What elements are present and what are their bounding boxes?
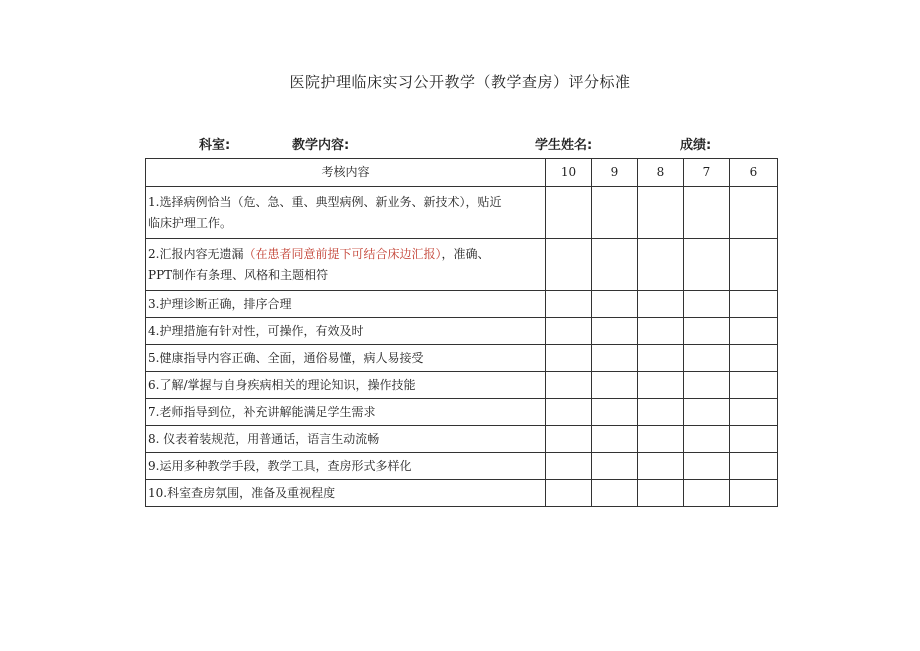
score-cell[interactable] [592,187,638,239]
score-cell[interactable] [546,345,592,372]
score-cell[interactable] [730,453,778,480]
score-cell[interactable] [684,318,730,345]
score-cell[interactable] [638,426,684,453]
header-score-8: 8 [638,159,684,187]
score-cell[interactable] [546,426,592,453]
score-cell[interactable] [730,291,778,318]
score-cell[interactable] [546,187,592,239]
score-cell[interactable] [684,426,730,453]
score-cell[interactable] [638,187,684,239]
bedside-note: （在患者同意前提下可结合床边汇报） [243,246,442,261]
table-row [146,187,778,239]
score-cell[interactable] [730,239,778,291]
score-cell[interactable] [592,318,638,345]
header-item: 考核内容 [146,159,546,187]
score-cell[interactable] [638,372,684,399]
criterion-10: 10.科室查房氛围，准备及重视程度 [146,480,546,507]
criterion-2: 2.汇报内容无遗漏（在患者同意前提下可结合床边汇报），准确、 PPT制作有条理、风格和主题相符 [146,239,546,291]
score-cell[interactable] [592,426,638,453]
table-header-row [146,159,778,187]
header-score-6: 6 [730,159,778,187]
score-cell[interactable] [684,372,730,399]
score-cell[interactable] [638,291,684,318]
score-cell[interactable] [684,239,730,291]
score-cell[interactable] [730,399,778,426]
table-row [146,239,778,291]
score-cell[interactable] [730,345,778,372]
score-cell[interactable] [592,291,638,318]
teaching-content-label: 教学内容: [292,138,350,153]
score-cell[interactable] [638,480,684,507]
score-cell[interactable] [684,187,730,239]
table-row [146,372,778,399]
score-cell[interactable] [546,372,592,399]
header-score-7: 7 [684,159,730,187]
table-row [146,318,778,345]
score-cell[interactable] [592,480,638,507]
score-cell[interactable] [592,239,638,291]
score-cell[interactable] [730,480,778,507]
score-cell[interactable] [592,399,638,426]
table-row [146,345,778,372]
score-cell[interactable] [592,453,638,480]
score-cell[interactable] [638,453,684,480]
table-row [146,291,778,318]
student-name-label: 学生姓名: [535,138,593,153]
criterion-9: 9.运用多种教学手段，教学工具，查房形式多样化 [146,453,546,480]
criterion-4: 4.护理措施有针对性，可操作，有效及时 [146,318,546,345]
scoring-table [145,158,778,507]
table-row [146,426,778,453]
score-cell[interactable] [730,372,778,399]
criterion-5: 5.健康指导内容正确、全面，通俗易懂，病人易接受 [146,345,546,372]
score-cell[interactable] [546,239,592,291]
score-cell[interactable] [592,345,638,372]
page-title: 医院护理临床实习公开教学（教学查房）评分标准 [289,73,631,91]
grade-label: 成绩: [680,138,712,153]
score-cell[interactable] [730,426,778,453]
score-cell[interactable] [546,399,592,426]
score-cell[interactable] [638,345,684,372]
score-cell[interactable] [730,187,778,239]
score-cell[interactable] [638,399,684,426]
criterion-1: 1.选择病例恰当（危、急、重、典型病例、新业务、新技术），贴近 临床护理工作。 [146,187,546,239]
score-cell[interactable] [592,372,638,399]
criterion-8: 8. 仪表着装规范，用普通话，语言生动流畅 [146,426,546,453]
score-cell[interactable] [730,318,778,345]
score-cell[interactable] [684,345,730,372]
table-row [146,453,778,480]
department-label: 科室: [199,138,231,153]
score-cell[interactable] [638,318,684,345]
score-cell[interactable] [546,318,592,345]
score-cell[interactable] [684,480,730,507]
score-cell[interactable] [684,291,730,318]
score-cell[interactable] [684,399,730,426]
header-score-10: 10 [546,159,592,187]
score-cell[interactable] [546,480,592,507]
table-row [146,399,778,426]
criterion-7: 7.老师指导到位，补充讲解能满足学生需求 [146,399,546,426]
header-score-9: 9 [592,159,638,187]
score-cell[interactable] [684,453,730,480]
criterion-6: 6.了解/掌握与自身疾病相关的理论知识，操作技能 [146,372,546,399]
score-cell[interactable] [546,291,592,318]
score-cell[interactable] [638,239,684,291]
score-cell[interactable] [546,453,592,480]
criterion-3: 3.护理诊断正确，排序合理 [146,291,546,318]
table-row [146,480,778,507]
